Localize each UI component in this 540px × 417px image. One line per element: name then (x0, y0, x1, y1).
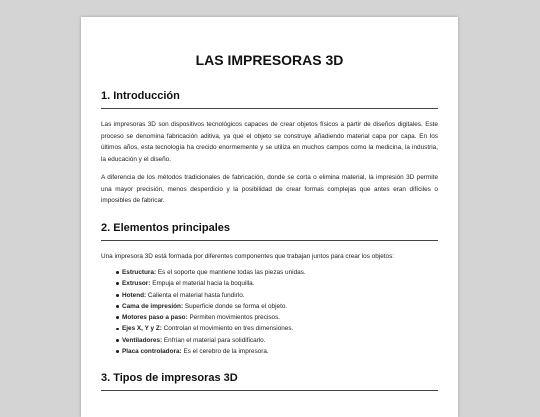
list-item (122, 346, 438, 357)
list-item-term: Ventiladores: (122, 336, 163, 344)
list-item-term: Ejes X, Y y Z: (122, 325, 162, 333)
section-heading: 2. Elementos principales (101, 222, 438, 241)
list-item-term: Placa controladora: (122, 348, 182, 356)
list-item-term: Hotend: (122, 291, 147, 299)
list-item (122, 335, 438, 346)
document-title: LAS IMPRESORAS 3D (195, 52, 344, 68)
list-item (122, 278, 438, 289)
list-item-term: Cama de impresión: (122, 302, 184, 310)
list-item-desc: Es el cerebro de la impresora. (181, 348, 269, 356)
section-tipos (101, 372, 438, 391)
paragraph: A diferencia de los métodos tradicionales de fabricación, donde se corta o elimina material, la impresión 3D permite una mayor precisión, menos desperdicio y la posibilidad de crear formas complejas que antes eran difíciles o imposibles de fabricar. (101, 174, 438, 204)
list-item-desc: Calienta el material hasta fundirlo. (146, 291, 245, 299)
paragraph: Una impresora 3D está formada por diferentes componentes que trabajan juntos para crear los objetos: (101, 252, 395, 260)
document-page (81, 17, 458, 417)
list-item (122, 323, 438, 334)
components-list (101, 267, 438, 357)
list-item-desc: Empuja el material hacia la boquilla. (150, 280, 255, 288)
list-item (122, 301, 438, 312)
list-item-term: Estructura: (122, 269, 157, 276)
list-item-term: Extrusor: (122, 280, 151, 288)
list-item-desc: Es el soporte que mantiene todas las piezas unidas. (156, 269, 306, 276)
list-item-desc: Permiten movimientos precisos. (187, 314, 281, 322)
list-item (122, 312, 438, 323)
list-item-desc: Superficie donde se forma el objeto. (183, 302, 288, 310)
list-item-desc: Controlan el movimiento en tres dimensiones. (161, 325, 294, 333)
section-heading: 3. Tipos de impresoras 3D (101, 372, 438, 391)
section-heading: 1. Introducción (101, 90, 438, 109)
list-item-term: Motores paso a paso: (122, 314, 188, 322)
document-content (81, 17, 458, 391)
list-item-desc: Enfrían el material para solidificarlo. (162, 336, 266, 344)
list-item (122, 267, 438, 278)
section-introduccion (101, 90, 438, 207)
list-item (122, 290, 438, 301)
paragraph: Las impresoras 3D son dispositivos tecnológicos capaces de crear objetos físicos a partir de diseños digitales. Este proceso se denomina fabricación aditiva, ya que el objeto se construye añadiendo material capa por capa. En los últimos años, esta tecnología ha crecido enormemente y se utiliza en muchos campos como la medicina, la industria, la educación y el diseño. (101, 121, 438, 163)
section-elementos (101, 222, 438, 358)
